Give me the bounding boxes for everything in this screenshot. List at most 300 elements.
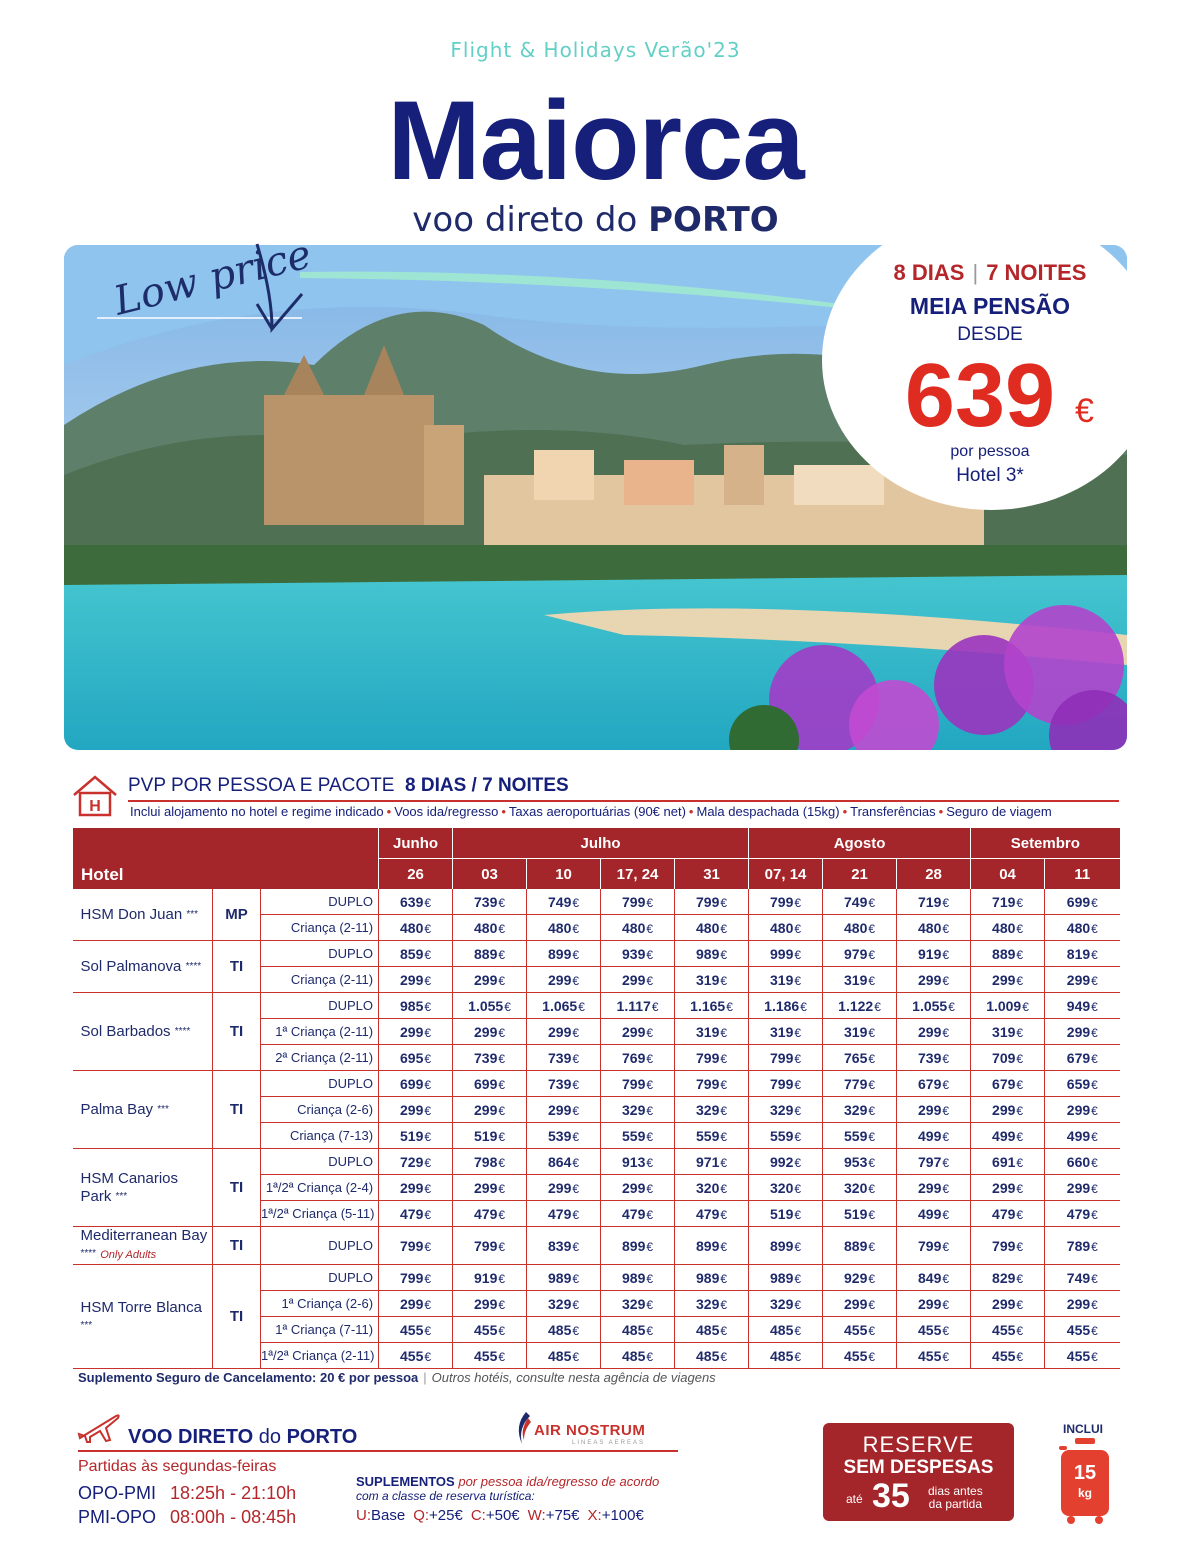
price-cell <box>1045 1201 1120 1227</box>
price-cell <box>675 1019 749 1045</box>
price-cell <box>453 915 527 941</box>
price-cell <box>527 889 601 915</box>
price-cell <box>601 915 675 941</box>
reserve-until: até <box>846 1492 863 1506</box>
price-cell <box>601 1097 675 1123</box>
offer-duration: 8 DIAS | 7 NOITES <box>893 260 1087 285</box>
price-value: 329 <box>622 1295 646 1312</box>
price-cell <box>971 1265 1045 1291</box>
price-value: 299 <box>918 971 942 988</box>
other-hotels-note: Outros hotéis, consulte nesta agência de viagens <box>431 1370 716 1385</box>
price-cell <box>453 1291 527 1317</box>
price-value: 659 <box>1066 1075 1091 1092</box>
include-item: Mala despachada (15kg) <box>696 804 840 819</box>
price-cell <box>675 993 749 1019</box>
price-cell <box>379 1045 453 1071</box>
price-value: 949 <box>1066 997 1091 1014</box>
price-cell <box>453 1097 527 1123</box>
supplements-note: por pessoa ida/regresso de acordo <box>458 1474 660 1489</box>
price-currency: € <box>942 1129 950 1144</box>
price-currency: € <box>868 1271 876 1286</box>
price-value: 799 <box>400 1269 424 1286</box>
price-value: 485 <box>770 1321 794 1338</box>
price-cell <box>971 1227 1045 1265</box>
price-currency: € <box>720 973 728 988</box>
price-cell <box>823 993 897 1019</box>
price-value: 889 <box>992 945 1016 962</box>
board-regime: TI <box>213 993 261 1071</box>
price-cell <box>971 1317 1045 1343</box>
price-currency: € <box>1016 1181 1024 1196</box>
price-value: 299 <box>1066 1295 1091 1312</box>
price-cell <box>527 967 601 993</box>
price-value: 319 <box>770 1023 794 1040</box>
occupancy: 1ª/2ª Criança (2-4) <box>261 1175 379 1201</box>
price-value: 799 <box>400 1237 424 1254</box>
price-currency: € <box>942 1239 950 1254</box>
price-cell <box>379 1097 453 1123</box>
hotel-stars: *** <box>80 1319 93 1331</box>
offer-hotel: Hotel 3* <box>956 465 1024 486</box>
price-value: 299 <box>918 1023 942 1040</box>
airline-emblem-icon <box>512 1410 532 1446</box>
price-value: 479 <box>1066 1205 1091 1222</box>
price-value: 849 <box>918 1269 942 1286</box>
price-value: 819 <box>1066 945 1091 962</box>
price-value: 899 <box>770 1237 794 1254</box>
reserve-subtitle: SEM DESPESAS <box>843 1457 994 1478</box>
price-currency: € <box>1016 973 1024 988</box>
price-cell <box>749 941 823 967</box>
price-cell <box>675 1045 749 1071</box>
price-currency: € <box>424 1323 432 1338</box>
price-value: 1.065 <box>542 997 578 1014</box>
price-cell <box>1045 915 1120 941</box>
price-cell <box>897 1097 971 1123</box>
month-julho: Julho <box>453 828 749 859</box>
price-currency: € <box>498 1349 506 1364</box>
price-currency: € <box>948 999 955 1014</box>
section-title-prefix: PVP POR PESSOA E PACOTE <box>128 775 395 796</box>
hotel-name: Mediterranean Bay <box>80 1227 208 1244</box>
date-header: 28 <box>897 859 971 890</box>
price-value: 479 <box>992 1205 1016 1222</box>
date-header: 11 <box>1045 859 1120 890</box>
occupancy: Criança (2-11) <box>261 915 379 941</box>
price-currency: € <box>424 999 432 1014</box>
price-value: 699 <box>474 1075 498 1092</box>
price-cell <box>379 1201 453 1227</box>
price-currency: € <box>868 921 876 936</box>
board-regime: TI <box>213 1071 261 1149</box>
price-cell <box>897 1265 971 1291</box>
price-currency: € <box>1091 921 1098 936</box>
occupancy: 1ª Criança (2-11) <box>261 1019 379 1045</box>
price-currency: € <box>646 1129 654 1144</box>
price-value: 299 <box>548 1101 572 1118</box>
departures-info: Partidas às segundas-feiras <box>78 1458 277 1475</box>
board-regime: TI <box>213 1265 261 1369</box>
price-currency: € <box>1016 895 1024 910</box>
price-cell <box>971 1291 1045 1317</box>
section-title <box>128 775 569 797</box>
airline-subtitle: LINEAS AEREAS <box>572 1440 646 1446</box>
price-table <box>72 828 1120 1369</box>
offer-price: 639 <box>904 346 1056 446</box>
price-currency: € <box>646 1297 654 1312</box>
board-regime: TI <box>213 1227 261 1265</box>
price-currency: € <box>1016 1051 1024 1066</box>
price-cell <box>379 1317 453 1343</box>
include-item: Inclui alojamento no hotel e regime indicado <box>130 804 384 819</box>
price-currency: € <box>794 1349 802 1364</box>
price-cell <box>1045 941 1120 967</box>
hotel-name-cell <box>73 1071 213 1149</box>
price-value: 480 <box>918 919 942 936</box>
price-currency: € <box>720 1271 728 1286</box>
price-cell <box>823 941 897 967</box>
price-value: 864 <box>548 1153 572 1170</box>
price-value: 953 <box>844 1153 868 1170</box>
price-currency: € <box>794 1181 802 1196</box>
hotel-stars: *** <box>115 1190 128 1202</box>
price-value: 679 <box>1066 1049 1091 1066</box>
price-cell <box>1045 889 1120 915</box>
price-value: 320 <box>770 1179 794 1196</box>
table-row <box>73 993 1120 1019</box>
occupancy: DUPLO <box>261 941 379 967</box>
price-cell <box>1045 993 1120 1019</box>
price-currency: € <box>424 1155 432 1170</box>
price-currency: € <box>720 1207 728 1222</box>
price-currency: € <box>1091 947 1098 962</box>
price-cell <box>453 889 527 915</box>
price-currency: € <box>424 1181 432 1196</box>
price-currency: € <box>794 1077 802 1092</box>
price-cell <box>527 1045 601 1071</box>
price-value: 319 <box>770 971 794 988</box>
hotel-name: HSM Don Juan <box>80 905 183 923</box>
price-value: 739 <box>474 1049 498 1066</box>
price-cell <box>601 1343 675 1369</box>
price-currency: € <box>424 1129 432 1144</box>
price-currency: € <box>1091 973 1098 988</box>
price-currency: € <box>1016 1239 1024 1254</box>
price-currency: € <box>942 947 950 962</box>
price-currency: € <box>651 999 659 1014</box>
price-currency: € <box>572 895 580 910</box>
price-value: 299 <box>1066 1101 1091 1118</box>
price-value: 299 <box>474 1101 498 1118</box>
price-currency: € <box>720 1323 728 1338</box>
price-currency: € <box>424 1051 432 1066</box>
price-currency: € <box>572 973 580 988</box>
price-currency: € <box>646 1051 654 1066</box>
occupancy: 1ª Criança (7-11) <box>261 1317 379 1343</box>
route-outbound <box>78 1483 296 1504</box>
price-cell <box>527 1175 601 1201</box>
price-currency: € <box>424 1207 432 1222</box>
price-cell <box>453 1019 527 1045</box>
price-cell <box>601 941 675 967</box>
price-currency: € <box>498 1129 506 1144</box>
hotel-name-cell <box>73 993 213 1071</box>
price-value: 480 <box>548 919 572 936</box>
price-cell <box>1045 1019 1120 1045</box>
price-cell <box>675 915 749 941</box>
price-value: 329 <box>844 1101 868 1118</box>
price-cell <box>749 1045 823 1071</box>
price-value: 1.186 <box>764 997 800 1014</box>
price-cell <box>749 1201 823 1227</box>
price-currency: € <box>1091 1129 1098 1144</box>
plane-icon <box>76 1408 122 1444</box>
price-value: 299 <box>1066 971 1091 988</box>
board-regime: MP <box>213 889 261 941</box>
price-currency: € <box>1091 1349 1098 1364</box>
mint-swoosh <box>300 268 840 308</box>
offer-days: 8 DIAS <box>893 260 965 285</box>
price-cell <box>897 889 971 915</box>
price-currency: € <box>1016 1129 1024 1144</box>
price-value: 799 <box>770 1075 794 1092</box>
price-value: 299 <box>400 1101 424 1118</box>
price-cell <box>379 941 453 967</box>
price-value: 719 <box>992 893 1016 910</box>
price-cell <box>897 1317 971 1343</box>
price-currency: € <box>578 999 585 1014</box>
price-cell <box>823 1071 897 1097</box>
reserve-days-text-2: da partida <box>928 1497 983 1511</box>
route-code: OPO-PMI <box>78 1483 157 1503</box>
price-cell <box>453 941 527 967</box>
price-currency: € <box>572 1297 580 1312</box>
price-value: 799 <box>770 893 794 910</box>
price-currency: € <box>1091 1297 1098 1312</box>
price-currency: € <box>868 1025 876 1040</box>
price-cell <box>897 993 971 1019</box>
price-value: 695 <box>400 1049 424 1066</box>
price-cell <box>453 1227 527 1265</box>
price-cell <box>897 1175 971 1201</box>
price-cell <box>897 1227 971 1265</box>
price-currency: € <box>942 1181 950 1196</box>
price-value: 919 <box>918 945 942 962</box>
price-value: 989 <box>622 1269 646 1286</box>
price-value: 559 <box>622 1127 646 1144</box>
reserve-title: RESERVE <box>862 1432 975 1457</box>
price-value: 691 <box>992 1153 1016 1170</box>
price-cell <box>675 1097 749 1123</box>
price-currency: € <box>498 921 506 936</box>
occupancy: 2ª Criança (2-11) <box>261 1045 379 1071</box>
price-value: 919 <box>474 1269 498 1286</box>
price-value: 499 <box>992 1127 1016 1144</box>
price-cell <box>1045 1071 1120 1097</box>
price-value: 485 <box>696 1321 720 1338</box>
price-value: 939 <box>622 945 646 962</box>
price-currency: € <box>942 1297 950 1312</box>
table-row <box>73 1265 1120 1291</box>
price-value: 699 <box>1066 893 1091 910</box>
fare-class-value: +75€ <box>545 1507 580 1524</box>
fare-class-code: W: <box>527 1507 546 1524</box>
fare-class-code: U: <box>356 1507 371 1524</box>
price-cell <box>601 1317 675 1343</box>
price-currency: € <box>942 1025 950 1040</box>
price-cell <box>379 1019 453 1045</box>
hotel-name: HSM Torre Blanca <box>80 1298 202 1316</box>
price-currency: € <box>572 1129 580 1144</box>
fare-class-value: +25€ <box>429 1507 463 1524</box>
price-cell <box>971 1123 1045 1149</box>
price-cell <box>675 1071 749 1097</box>
price-currency: € <box>874 999 881 1014</box>
price-value: 480 <box>770 919 794 936</box>
price-cell <box>897 1019 971 1045</box>
price-cell <box>971 915 1045 941</box>
price-value: 999 <box>770 945 794 962</box>
luggage-unit: kg <box>1077 1486 1092 1500</box>
price-cell <box>823 1227 897 1265</box>
occupancy: DUPLO <box>261 1265 379 1291</box>
price-cell <box>675 941 749 967</box>
price-value: 789 <box>1066 1237 1091 1254</box>
route-time: 08:00h - 08:45h <box>170 1507 297 1527</box>
price-value: 1.117 <box>616 997 651 1014</box>
price-cell <box>971 967 1045 993</box>
price-value: 299 <box>474 1295 498 1312</box>
bullet-separator: • <box>938 804 944 819</box>
price-value: 299 <box>1066 1023 1091 1040</box>
occupancy: 1ª Criança (2-6) <box>261 1291 379 1317</box>
price-cell <box>749 1019 823 1045</box>
price-currency: € <box>572 1051 580 1066</box>
price-currency: € <box>572 1181 580 1196</box>
price-cell <box>601 1149 675 1175</box>
price-value: 319 <box>696 971 720 988</box>
price-value: 519 <box>400 1127 424 1144</box>
price-value: 299 <box>918 1295 942 1312</box>
price-value: 499 <box>918 1205 942 1222</box>
price-cell <box>971 1149 1045 1175</box>
price-value: 455 <box>918 1321 942 1338</box>
price-cell <box>453 1123 527 1149</box>
price-cell <box>897 1201 971 1227</box>
price-currency: € <box>646 1323 654 1338</box>
price-currency: € <box>800 999 807 1014</box>
price-cell <box>749 1175 823 1201</box>
price-cell <box>897 941 971 967</box>
reserve-days-text <box>928 1485 983 1511</box>
price-value: 455 <box>992 1321 1016 1338</box>
price-value: 299 <box>992 1101 1016 1118</box>
fare-class-code: Q: <box>413 1507 430 1524</box>
price-currency: € <box>868 1349 876 1364</box>
price-currency: € <box>942 1349 950 1364</box>
price-cell <box>379 1291 453 1317</box>
price-value: 299 <box>400 1295 424 1312</box>
price-value: 480 <box>400 919 424 936</box>
price-currency: € <box>794 1239 802 1254</box>
price-value: 299 <box>622 971 646 988</box>
price-currency: € <box>572 1077 580 1092</box>
price-cell <box>749 915 823 941</box>
airline-name: AIR NOSTRUM <box>534 1422 646 1439</box>
price-cell <box>527 1019 601 1045</box>
price-currency: € <box>498 1025 506 1040</box>
price-cell <box>897 1123 971 1149</box>
occupancy: Criança (7-13) <box>261 1123 379 1149</box>
price-value: 765 <box>844 1049 868 1066</box>
price-value: 480 <box>622 919 646 936</box>
price-cell <box>527 1123 601 1149</box>
table-row <box>73 1071 1120 1097</box>
price-currency: € <box>498 973 506 988</box>
price-cell <box>971 1071 1045 1097</box>
bullet-separator: • <box>501 804 506 819</box>
hotel-stars: **** <box>174 1025 191 1037</box>
price-currency: € <box>646 1349 654 1364</box>
price-cell <box>601 1045 675 1071</box>
price-value: 1.055 <box>468 997 504 1014</box>
price-currency: € <box>1091 1025 1098 1040</box>
price-value: 1.165 <box>690 997 726 1014</box>
occupancy: DUPLO <box>261 1071 379 1097</box>
price-currency: € <box>498 1051 506 1066</box>
price-cell <box>527 993 601 1019</box>
price-value: 299 <box>474 1023 498 1040</box>
price-currency: € <box>868 1155 876 1170</box>
price-value: 479 <box>696 1205 720 1222</box>
price-value: 989 <box>696 1269 720 1286</box>
hotel-stars: **** <box>185 960 202 972</box>
price-cell <box>749 993 823 1019</box>
price-cell <box>823 1291 897 1317</box>
price-value: 485 <box>548 1321 572 1338</box>
price-value: 299 <box>548 971 572 988</box>
occupancy: 1ª/2ª Criança (5-11) <box>261 1201 379 1227</box>
price-value: 299 <box>844 1295 868 1312</box>
price-value: 899 <box>548 945 572 962</box>
includes-list <box>130 804 1052 819</box>
price-currency: € <box>572 1025 580 1040</box>
price-cell <box>823 889 897 915</box>
price-cell <box>527 915 601 941</box>
price-currency: € <box>868 947 876 962</box>
price-cell <box>675 1123 749 1149</box>
hotel-stars: *** <box>186 908 199 920</box>
table-row <box>73 941 1120 967</box>
price-cell <box>897 1291 971 1317</box>
price-value: 485 <box>548 1347 572 1364</box>
price-value: 455 <box>992 1347 1016 1364</box>
price-currency: € <box>646 1239 654 1254</box>
table-row <box>73 1149 1120 1175</box>
price-cell <box>675 1149 749 1175</box>
price-currency: € <box>498 1155 506 1170</box>
price-value: 519 <box>770 1205 794 1222</box>
price-currency: € <box>794 1207 802 1222</box>
price-value: 485 <box>696 1347 720 1364</box>
price-currency: € <box>1091 1207 1098 1222</box>
table-row <box>73 1227 1120 1265</box>
fare-class-value: Base <box>371 1507 406 1524</box>
price-cell <box>749 1071 823 1097</box>
hotel-name: HSM Canarios Park <box>80 1169 179 1205</box>
price-cell <box>453 1317 527 1343</box>
hotel-name: Sol Barbados <box>80 1022 171 1040</box>
